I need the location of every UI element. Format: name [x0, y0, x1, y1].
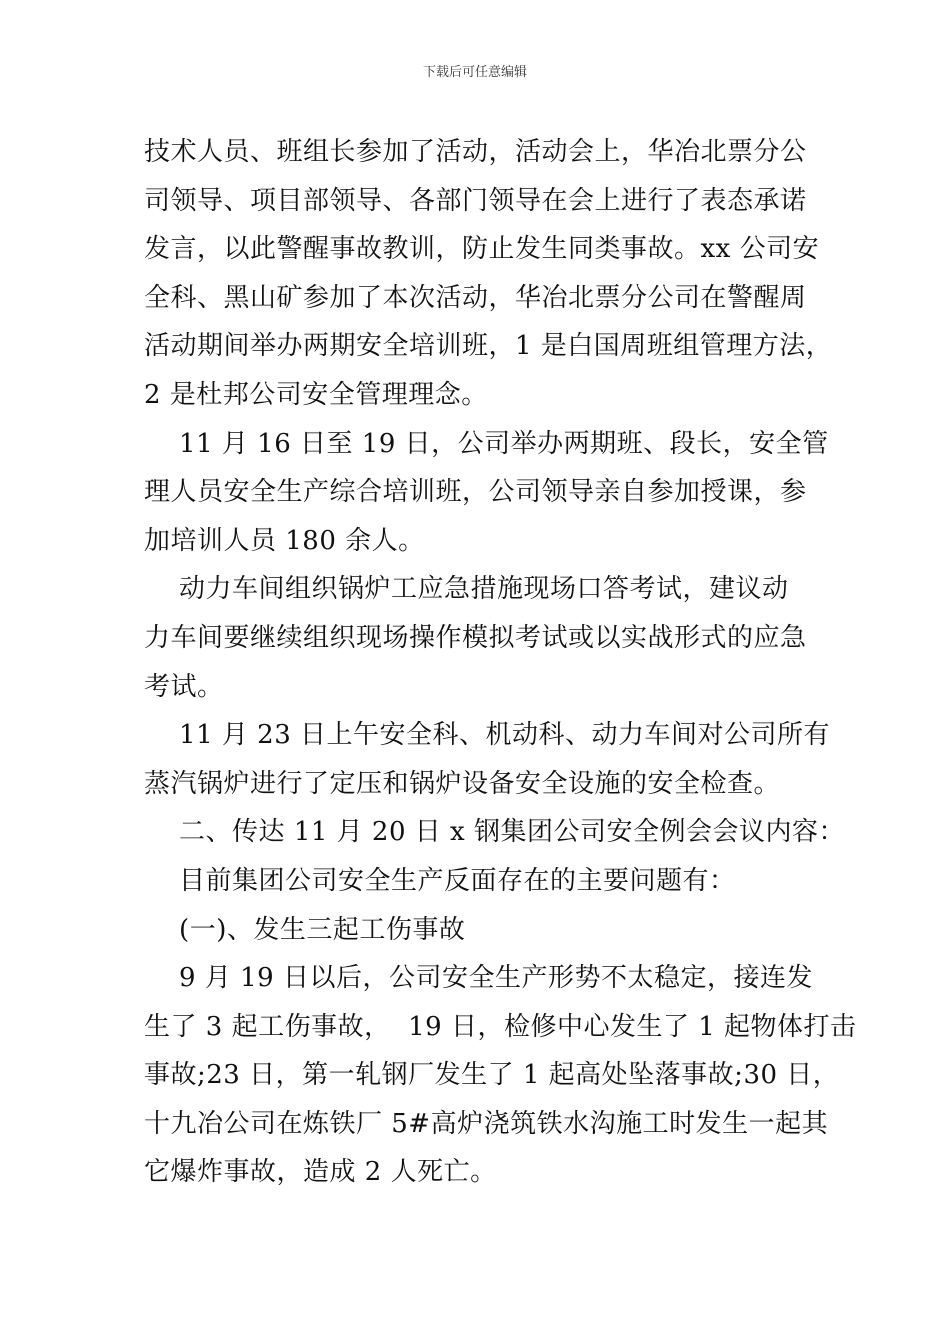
paragraph-activity [144, 128, 833, 420]
text-line: 2 是杜邦公司安全管理理念。 [144, 379, 488, 410]
text-line: 活动期间举办两期安全培训班，1 是白国周班组管理方法， [144, 331, 833, 362]
text-line: 它爆炸事故，造成 2 人死亡。 [144, 1157, 497, 1188]
document-body [144, 128, 857, 1197]
page-header-note: 下载后可任意编辑 [422, 65, 527, 80]
text-line: 力车间要继续组织现场操作模拟考试或以实战形式的应急 [144, 622, 807, 653]
text-line: 司领导、项目部领导、各部门领导在会上进行了表态承诺 [144, 185, 807, 216]
text-line: 全科、黑山矿参加了本次活动，华冶北票分公司在警醒周 [144, 282, 807, 313]
text-line: 十九冶公司在炼铁厂 5#高炉浇筑铁水沟施工时发生一起其 [144, 1108, 829, 1139]
text-line: 理人员安全生产综合培训班，公司领导亲自参加授课，参 [144, 477, 807, 508]
paragraph-boiler-inspection [144, 711, 831, 808]
text-line: 目前集团公司安全生产反面存在的主要问题有： [144, 865, 736, 896]
text-line: 动力车间组织锅炉工应急措施现场口答考试，建议动 [144, 574, 789, 605]
text-line: 发言，以此警醒事故教训，防止发生同类事故。xx 公司安 [144, 234, 820, 265]
text-line: 9 月 19 日以后，公司安全生产形势不太稳定，接连发 [144, 963, 813, 994]
text-line: (一)、发生三起工伤事故 [144, 914, 466, 945]
text-line: 生了 3 起工伤事故， 19 日，检修中心发生了 1 起物体打击 [144, 1011, 857, 1042]
paragraph-training [144, 420, 829, 566]
paragraph-accidents [144, 954, 857, 1197]
paragraph-section-two-heading [144, 808, 845, 857]
text-line: 二、传达 11 月 20 日 x 钢集团公司安全例会会议内容： [144, 817, 845, 848]
text-line: 蒸汽锅炉进行了定压和锅炉设备安全设施的安全检查。 [144, 768, 781, 799]
text-line: 11 月 23 日上午安全科、机动科、动力车间对公司所有 [144, 720, 831, 751]
text-line: 考试。 [144, 671, 224, 702]
text-line: 加培训人员 180 余人。 [144, 525, 425, 556]
text-line: 事故;23 日，第一轧钢厂发生了 1 起高处坠落事故;30 日， [144, 1060, 840, 1091]
text-line: 11 月 16 日至 19 日，公司举办两期班、段长，安全管 [144, 428, 829, 459]
paragraph-subsection-heading [144, 906, 809, 955]
paragraph-boiler-exam [144, 565, 809, 711]
paragraph-main-problems [144, 857, 809, 906]
text-line: 技术人员、班组长参加了活动，活动会上，华冶北票分公 [144, 137, 807, 167]
